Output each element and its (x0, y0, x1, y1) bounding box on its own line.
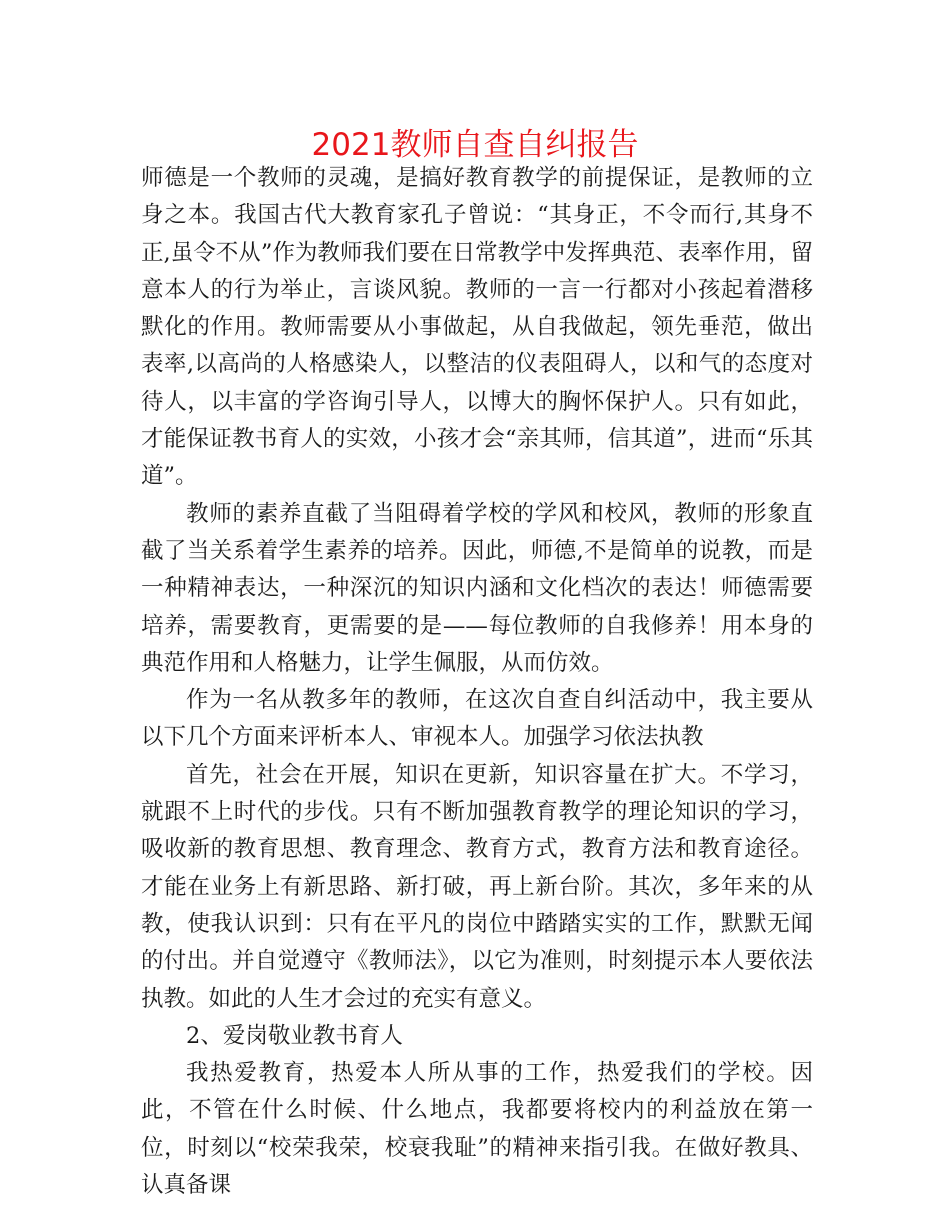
paragraph-2: 教师的素养直截了当阻碍着学校的学风和校风，教师的形象直截了当关系着学生素养的培养。因此，师德,不是简单的说教，而是一种精神表达，一种深沉的知识内涵和文化档次的表达！师德需要培养，需要教育，更需要的是——每位教师的自我修养！用本身的典范作用和人格魅力，让学生佩服，从而仿效。 (141, 500, 813, 676)
paragraph-3: 作为一名从教多年的教师，在这次自查自纠活动中，我主要从以下几个方面来评析本人、审视本人。加强学习依法执教 (141, 687, 813, 751)
section-heading-2: 2、爱岗敬业教书育人 (186, 1022, 403, 1049)
paragraph-4: 首先，社会在开展，知识在更新，知识容量在扩大。不学习，就跟不上时代的步伐。只有不断加强教育教学的理论知识的学习，吸收新的教育思想、教育理念、教育方式，教育方法和教育途径。才能在业务上有新思路、新打破，再上新台阶。其次，多年来的从教，使我认识到：只有在平凡的岗位中踏踏实实的工作，默默无闻的付出。并自觉遵守《教师法》，以它为准则，时刻提示本人要依法执教。如此的人生才会过的充实有意义。 (141, 761, 813, 1012)
document-body (141, 160, 813, 1204)
paragraph-1: 师德是一个教师的灵魂，是搞好教育教学的前提保证，是教师的立身之本。我国古代大教育家孔子曾说：“其身正，不令而行,其身不正,虽令不从”作为教师我们要在日常教学中发挥典范、表率作用，留意本人的行为举止，言谈风貌。教师的一言一行都对小孩起着潜移默化的作用。教师需要从小事做起，从自我做起，领先垂范，做出表率,以高尚的人格感染人，以整洁的仪表阻碍人，以和气的态度对待人，以丰富的学咨询引导人，以博大的胸怀保护人。只有如此，才能保证教书育人的实效，小孩才会“亲其师，信其道”，进而“乐其道”。 (141, 165, 813, 490)
paragraph-5: 我热爱教育，热爱本人所从事的工作，热爱我们的学校。因此，不管在什么时候、什么地点，我都要将校内的利益放在第一位，时刻以“校荣我荣，校衰我耻”的精神来指引我。在做好教具、认真备课 (141, 1060, 813, 1199)
document-title: 2021教师自查自纠报告 (311, 127, 639, 163)
